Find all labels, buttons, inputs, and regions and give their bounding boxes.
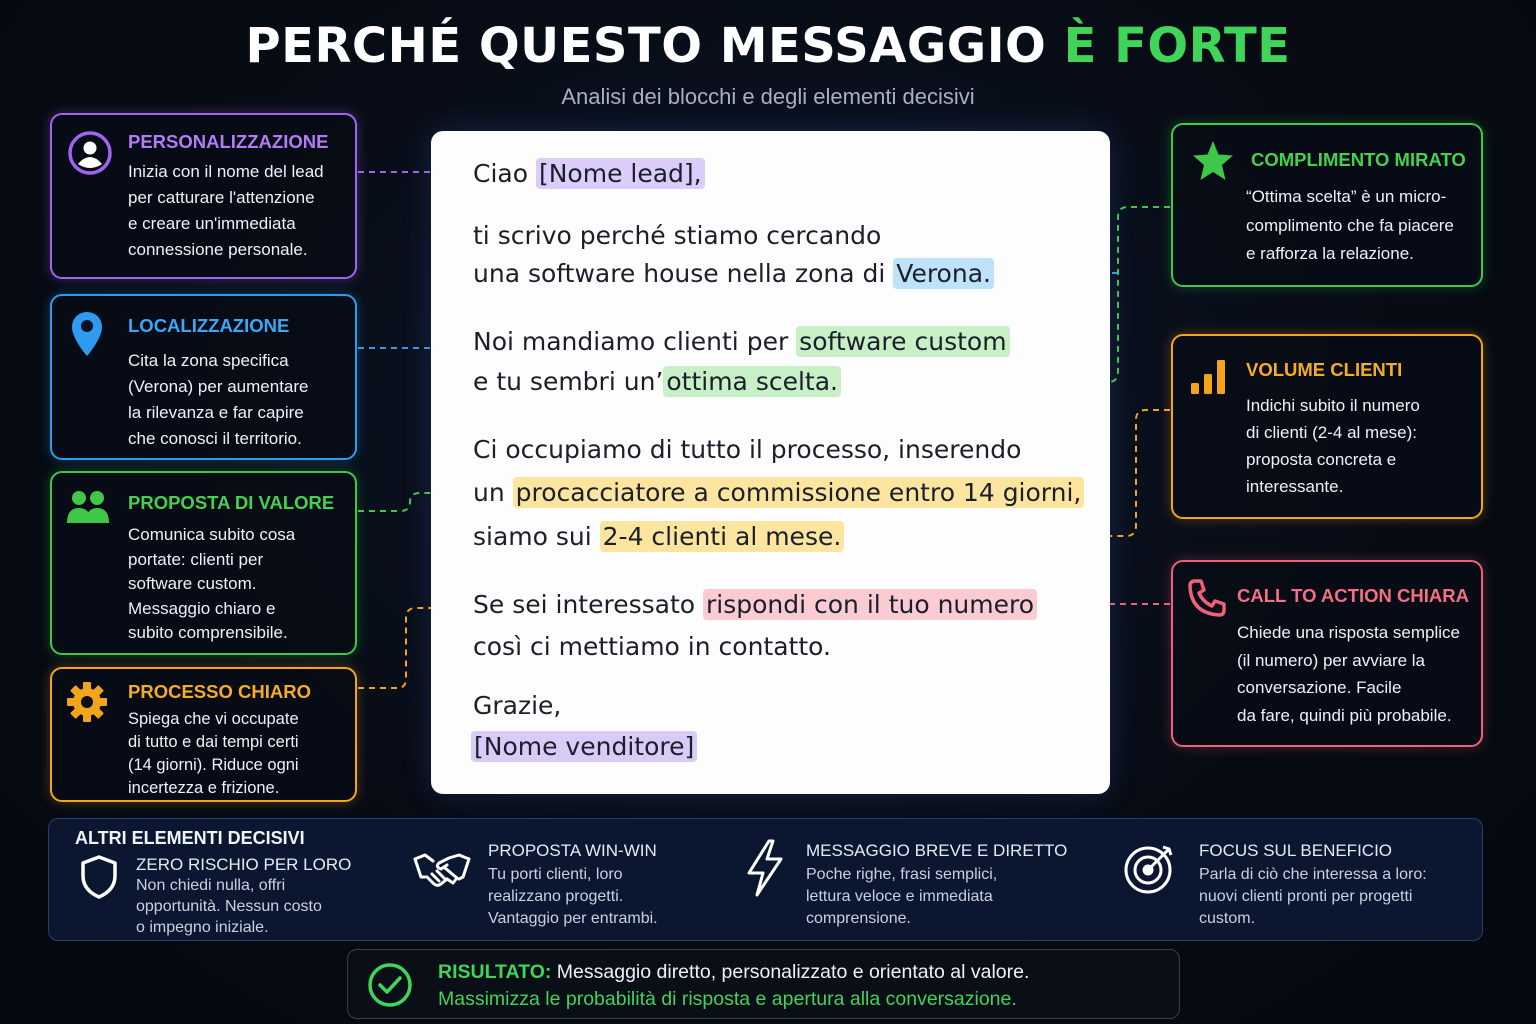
card-line: complimento che fa piacere [1246,215,1454,235]
card-line: incertezza e frizione. [128,779,280,797]
message-line: ti scrivo perché stiamo cercando [473,221,882,250]
card-line: connessione personale. [128,240,308,259]
message-signature [471,732,697,761]
card-line: di clienti (2-4 al mese): [1246,423,1418,442]
card-processo-chiaro [50,667,357,802]
card-line: Messaggio chiaro e [128,598,276,618]
title-accent: È FORTE [1063,18,1291,74]
message-line [473,522,844,551]
card-title: LOCALIZZAZIONE [128,315,290,336]
card-personalizzazione [50,113,357,279]
target-icon [1123,841,1177,895]
message-text: un [473,478,513,507]
bar-chart-icon [1189,356,1229,396]
item-line: nuovi clienti pronti per progetti [1199,888,1413,905]
item-line: Parla di ciò che interessa a loro: [1199,866,1427,883]
message-line [473,327,1010,356]
shield-icon [79,854,119,900]
card-line: Inizia con il nome del lead [128,162,324,181]
card-line: proposta concreta e [1246,450,1397,469]
message-line [473,478,1084,507]
card-line: Cita la zona specifica [128,351,289,370]
highlight-process: procacciatore a commissione entro 14 giorni, [513,477,1085,508]
card-line: (Verona) per aumentare [128,377,309,396]
highlight-lead-name: [Nome lead], [536,158,705,189]
message-text: siamo sui [473,522,600,551]
card-line: che conosci il territorio. [128,429,302,448]
card-line: da fare, quindi più probabile. [1237,705,1452,725]
card-line: interessante. [1246,477,1344,496]
highlight-city: Verona. [893,258,994,289]
handshake-icon [413,849,471,893]
result-text: Messaggio diretto, personalizzato e orientato al valore. [551,961,1030,983]
result-label: RISULTATO: [438,961,552,983]
star-icon [1191,139,1235,183]
card-line: conversazione. Facile [1237,678,1402,697]
item-title: PROPOSTA WIN-WIN [488,841,657,860]
item-line: comprensione. [806,910,911,927]
result-line-2: Massimizza le probabilità di risposta e apertura alla conversazione. [438,988,1017,1010]
message-line [473,259,994,288]
card-title: PROPOSTA DI VALORE [128,492,335,513]
card-title: PERSONALIZZAZIONE [128,131,329,152]
card-line: e rafforza la relazione. [1246,244,1414,263]
highlight-seller-name: [Nome venditore] [471,731,697,762]
item-line: lettura veloce e immediata [806,888,993,905]
location-pin-icon [70,310,104,358]
highlight-service: software custom [796,326,1009,357]
message-closing: Grazie, [473,691,562,720]
card-title: COMPLIMENTO MIRATO [1251,149,1466,170]
card-line: di tutto e dai tempi certi [128,733,299,751]
title-main: PERCHÉ QUESTO MESSAGGIO [245,18,1064,74]
phone-icon [1187,578,1227,618]
card-title: PROCESSO CHIARO [128,681,311,702]
item-line: Tu porti clienti, loro [488,866,623,883]
result-line-1 [438,961,1029,984]
item-title: FOCUS SUL BENEFICIO [1199,841,1393,860]
item-line: o impegno iniziale. [136,919,269,936]
card-line: per catturare l'attenzione [128,188,315,207]
other-elements-panel [48,818,1483,941]
card-line: “Ottima scelta” è un micro- [1246,187,1447,206]
item-line: Non chiedi nulla, offri [136,877,286,894]
card-title: VOLUME CLIENTI [1246,359,1403,380]
message-line: così ci mettiamo in contatto. [473,632,831,661]
message-greeting [473,159,705,188]
card-line: subito comprensibile. [128,623,288,642]
card-line: Spiega che vi occupate [128,710,299,728]
card-line: (il numero) per avviare la [1237,650,1426,670]
card-line: Chiede una risposta semplice [1237,623,1461,642]
check-circle-icon [367,962,413,1008]
message-text: e tu sembri un’ [473,367,664,396]
item-line: opportunità. Nessun costo [136,898,322,915]
result-panel [347,949,1180,1019]
card-title: CALL TO ACTION CHIARA [1237,585,1469,606]
message-text: Ciao [473,159,536,188]
item-line: Vantaggio per entrambi. [488,910,658,927]
message-line: Ci occupiamo di tutto il processo, inserendo [473,435,1022,464]
message-text: Noi mandiamo clienti per [473,327,797,356]
user-icon [67,130,113,176]
card-complimento-mirato [1171,123,1483,287]
item-line: realizzano progetti. [488,888,624,905]
page-subtitle: Analisi dei blocchi e degli elementi decisivi [561,84,975,109]
other-elements-heading: ALTRI ELEMENTI DECISIVI [75,828,305,848]
card-line: e creare un'immediata [128,214,296,233]
people-icon [66,489,110,525]
gear-icon [66,681,108,723]
lightning-icon [743,839,787,897]
highlight-compliment: ottima scelta. [663,366,841,397]
message-line [473,590,1037,619]
card-line: la rilevanza e far capire [128,403,304,422]
message-line [473,367,841,396]
message-card [431,131,1110,794]
card-localizzazione [50,294,357,460]
item-line: Poche righe, frasi semplici, [806,866,998,883]
item-line: custom. [1199,910,1256,927]
highlight-cta: rispondi con il tuo numero [703,589,1037,620]
card-volume-clienti [1171,334,1483,519]
message-text: Se sei interessato [473,590,703,619]
card-line: Indichi subito il numero [1246,396,1420,415]
message-text: una software house nella zona di [473,259,894,288]
card-line: software custom. [128,574,257,593]
item-title: MESSAGGIO BREVE E DIRETTO [806,841,1068,860]
highlight-volume: 2-4 clienti al mese. [600,521,845,552]
card-line: portate: clienti per [128,549,264,569]
card-line: (14 giorni). Riduce ogni [128,756,299,774]
card-proposta-valore [50,471,357,655]
card-call-to-action [1171,560,1483,747]
item-title: ZERO RISCHIO PER LORO [136,855,352,874]
card-line: Comunica subito cosa [128,525,296,544]
